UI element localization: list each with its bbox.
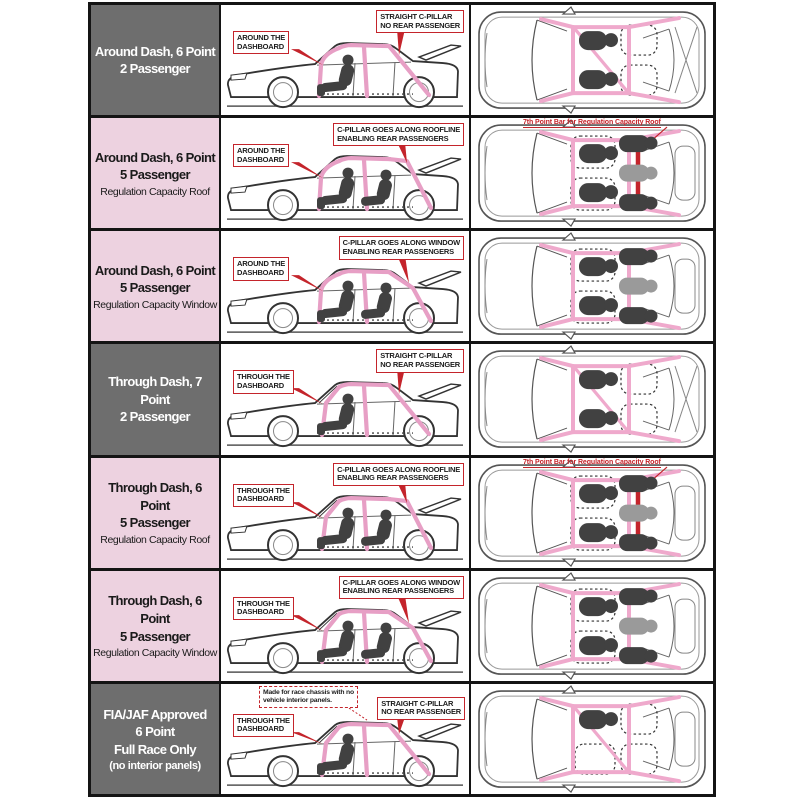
config-title-line: Around Dash, 6 Point [94, 43, 216, 59]
config-row-around-dash-6pt-2pass [91, 5, 713, 115]
c-pillar-annotation [339, 576, 464, 599]
annotation-line: DASHBOARD [237, 154, 284, 164]
config-subtitle: (no interior panels) [109, 760, 201, 773]
annotation-line: C-PILLAR GOES ALONG ROOFLINE [337, 125, 460, 135]
config-title-line: 2 Passenger [119, 409, 190, 425]
top-view-cell [471, 5, 713, 115]
annotation-line: THROUGH THE [237, 485, 290, 495]
annotation-line: AROUND THE [237, 146, 285, 156]
config-title-line: 5 Passenger [119, 280, 190, 296]
annotation-line: STRAIGHT C-PILLAR [380, 351, 453, 361]
c-pillar-annotation [376, 349, 464, 372]
annotation-line: THROUGH THE [237, 372, 290, 382]
car-top-view-diagram [471, 684, 713, 794]
config-title-line: Around Dash, 6 Point [94, 262, 216, 278]
car-top-view-diagram [471, 571, 713, 681]
top-view-cell [471, 684, 713, 794]
annotation-line: AROUND THE [237, 33, 285, 42]
dashboard-annotation [233, 257, 289, 280]
dashboard-annotation [233, 597, 294, 620]
annotation-line: ENABLING REAR PASSENGERS [342, 586, 454, 596]
config-title-line: Through Dash, 6 Point [108, 593, 202, 626]
annotation-line: Made for race chassis with no [263, 688, 354, 696]
config-label-panel [91, 571, 219, 681]
annotation-line: STRAIGHT C-PILLAR [380, 12, 453, 21]
annotation-line: vehicle interior panels. [263, 697, 332, 704]
top-view-cell [471, 571, 713, 681]
config-title-line: 2 Passenger [119, 61, 190, 77]
dashboard-annotation [233, 31, 289, 54]
annotation-line: DASHBOARD [237, 607, 284, 617]
config-title-line: 6 Point [135, 724, 175, 740]
annotation-line: THROUGH THE [237, 598, 290, 608]
config-title-line: Around Dash, 6 Point [94, 149, 216, 165]
config-title-line: 5 Passenger [119, 628, 190, 644]
config-row-fia-jaf-full-race [91, 684, 713, 794]
config-title-line: Full Race Only [114, 741, 196, 757]
car-top-view-diagram [471, 5, 713, 115]
dashboard-annotation [233, 484, 294, 507]
config-title-line: Through Dash, 6 Point [108, 480, 202, 513]
config-subtitle: Regulation Capacity Roof [100, 533, 210, 546]
configuration-table [88, 2, 716, 797]
side-view-cell [221, 118, 469, 228]
annotation-line: DASHBOARD [237, 494, 284, 504]
config-label-panel [91, 231, 219, 341]
annotation-line: C-PILLAR GOES ALONG ROOFLINE [337, 464, 460, 474]
annotation-line: NO REAR PASSENGER [381, 707, 461, 717]
config-subtitle: Regulation Capacity Roof [100, 185, 210, 198]
annotation-line: DASHBOARD [237, 381, 284, 391]
side-view-cell [221, 684, 469, 794]
annotation-line: ENABLING REAR PASSENGERS [337, 133, 449, 143]
side-view-cell [221, 344, 469, 454]
car-top-view-diagram [471, 231, 713, 341]
annotation-line: STRAIGHT C-PILLAR [381, 698, 454, 708]
top-view-cell [471, 231, 713, 341]
config-row-around-dash-6pt-5pass-window [91, 231, 713, 341]
race-chassis-note [259, 686, 358, 708]
annotation-line: C-PILLAR GOES ALONG WINDOW [342, 238, 460, 248]
annotation-line: NO REAR PASSENGER [380, 20, 460, 30]
config-row-through-dash-6pt-5pass-roof [91, 458, 713, 568]
config-title-line: 5 Passenger [119, 167, 190, 183]
c-pillar-annotation [376, 10, 464, 33]
annotation-line: DASHBOARD [237, 724, 284, 734]
config-subtitle: Regulation Capacity Window [93, 647, 217, 660]
side-view-cell [221, 458, 469, 568]
side-view-cell [221, 5, 469, 115]
config-row-around-dash-6pt-5pass-roof [91, 118, 713, 228]
annotation-line: C-PILLAR GOES ALONG WINDOW [342, 577, 460, 587]
top-view-cell [471, 458, 713, 568]
side-view-cell [221, 571, 469, 681]
dashboard-annotation [233, 370, 294, 393]
top-view-cell [471, 118, 713, 228]
car-top-view-diagram [471, 458, 713, 568]
config-label-panel [91, 684, 219, 794]
config-label-panel [91, 5, 219, 115]
seventh-point-bar-label: 7th Point Bar for Regulation Capacity Roof [523, 458, 661, 466]
c-pillar-annotation [333, 123, 464, 146]
config-label-panel [91, 118, 219, 228]
annotation-line: NO REAR PASSENGER [380, 360, 460, 370]
dashboard-annotation [233, 144, 289, 167]
annotation-line: DASHBOARD [237, 267, 284, 277]
config-title-line: FIA/JAF Approved [103, 706, 207, 722]
annotation-line: ENABLING REAR PASSENGERS [342, 246, 454, 256]
c-pillar-annotation [377, 697, 465, 720]
annotation-line: THROUGH THE [237, 715, 290, 725]
car-top-view-diagram [471, 118, 713, 228]
annotation-line: ENABLING REAR PASSENGERS [337, 473, 449, 483]
side-view-cell [221, 231, 469, 341]
config-title-line: 5 Passenger [119, 515, 190, 531]
top-view-cell [471, 344, 713, 454]
annotation-line: DASHBOARD [237, 41, 284, 51]
car-top-view-diagram [471, 344, 713, 454]
c-pillar-annotation [339, 236, 464, 259]
config-row-through-dash-6pt-5pass-window [91, 571, 713, 681]
c-pillar-annotation [333, 463, 464, 486]
annotation-line: AROUND THE [237, 259, 285, 269]
config-subtitle: Regulation Capacity Window [93, 298, 217, 311]
config-label-panel [91, 458, 219, 568]
config-row-through-dash-7pt-2pass [91, 344, 713, 454]
seventh-point-bar-label: 7th Point Bar for Regulation Capacity Roof [523, 119, 661, 127]
config-label-panel [91, 344, 219, 454]
dashboard-annotation [233, 714, 294, 737]
config-title-line: Through Dash, 7 Point [108, 374, 202, 407]
